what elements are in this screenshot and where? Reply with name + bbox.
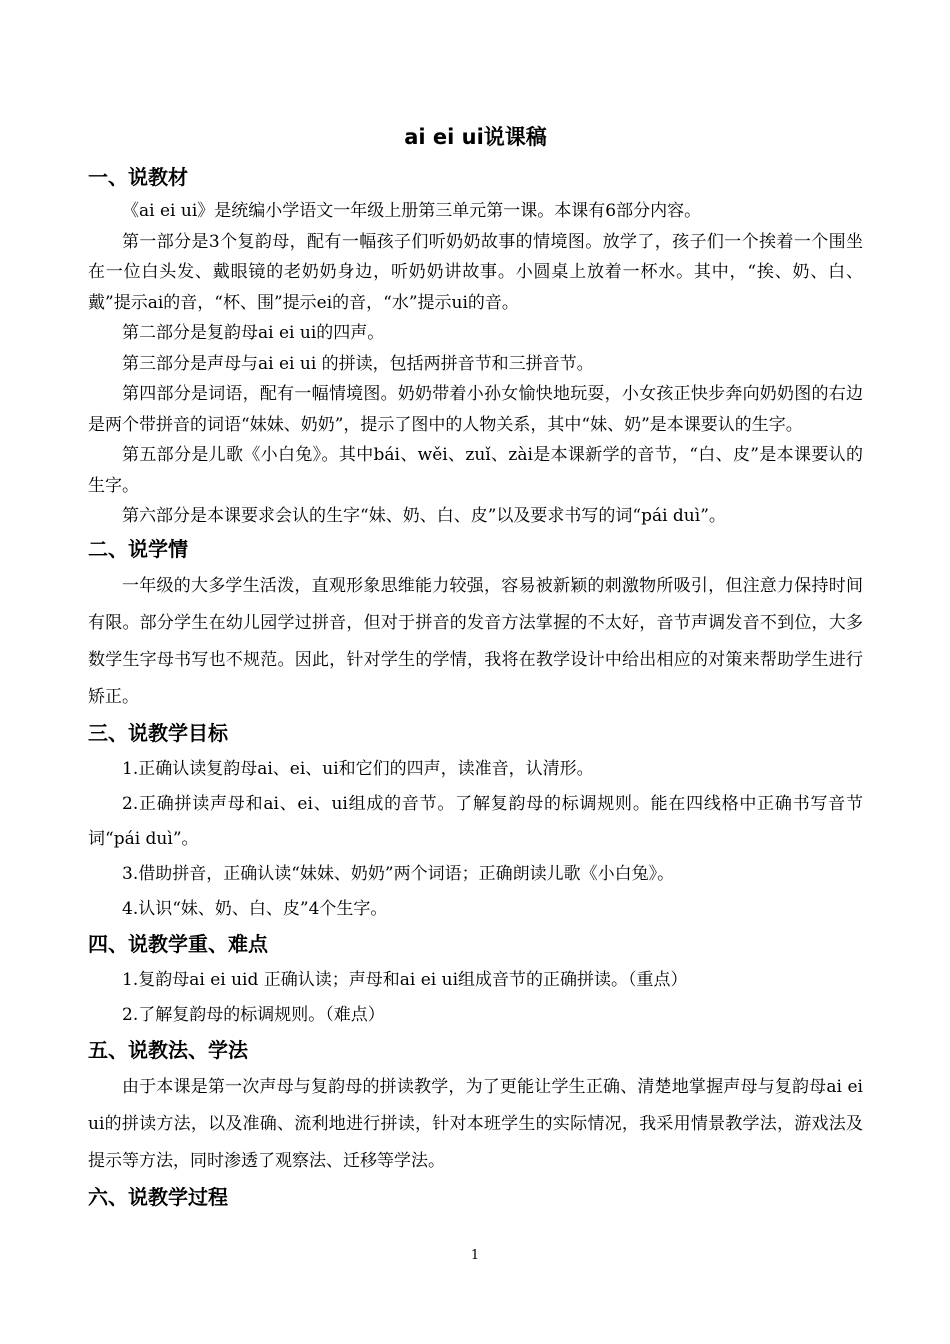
document-title: ai ei ui说课稿 xyxy=(404,125,547,149)
section xyxy=(88,534,863,716)
paragraph: 2.了解复韵母的标调规则。（难点） xyxy=(122,1004,385,1025)
paragraph: 第一部分是3个复韵母，配有一幅孩子们听奶奶故事的情境图。放学了，孩子们一个挨着一个围坐在一位白头发、戴眼镜的老奶奶身边，听奶奶讲故事。小圆桌上放着一杯水。其中，“挨、奶、白、戴”提示ai的音，“杯、围”提示ei的音，“水”提示ui的音。 xyxy=(88,231,863,313)
paragraph: 3.借助拼音，正确认读“妹妹、奶奶”两个词语；正确朗读儿歌《小白兔》。 xyxy=(122,863,675,884)
paragraph: 第五部分是儿歌《小白兔》。其中bái、wěi、zuǐ、zài是本课新学的音节，“白、皮”是本课要认的生字。 xyxy=(88,445,863,496)
paragraph: 第六部分是本课要求会认的生字“妹、奶、白、皮”以及要求书写的词“pái duì”。 xyxy=(122,506,726,526)
paragraph: 第二部分是复韵母ai ei ui的四声。 xyxy=(122,323,385,343)
section xyxy=(88,1182,863,1212)
section xyxy=(88,1035,863,1180)
paragraph: 4.认识“妹、奶、白、皮”4个生字。 xyxy=(122,898,388,919)
section-heading: 一、说教材 xyxy=(88,165,188,189)
section xyxy=(88,929,863,1033)
page-number: 1 xyxy=(470,1248,480,1263)
paragraph: 《ai ei ui》是统编小学语文一年级上册第三单元第一课。本课有6部分内容。 xyxy=(122,201,702,221)
paragraph: 1.复韵母ai ei uid 正确认读；声母和ai ei ui组成音节的正确拼读。（重点） xyxy=(122,969,688,990)
document-page xyxy=(88,122,863,1216)
paragraph: 由于本课是第一次声母与复韵母的拼读教学，为了更能让学生正确、清楚地掌握声母与复韵母ai ei ui的拼读方法，以及准确、流利地进行拼读，针对本班学生的实际情况，我采用情景教学法，游戏法及提示等方法，同时渗透了观察法、迁移等学法。 xyxy=(88,1076,863,1171)
paragraph: 2.正确拼读声母和ai、ei、ui组成的音节。了解复韵母的标调规则。能在四线格中正确书写音节词“pái duì”。 xyxy=(88,793,863,849)
section xyxy=(88,718,863,927)
paragraph: 第三部分是声母与ai ei ui 的拼读，包括两拼音节和三拼音节。 xyxy=(122,353,594,374)
paragraph: 第四部分是词语，配有一幅情境图。奶奶带着小孙女愉快地玩耍，小女孩正快步奔向奶奶图的右边是两个带拼音的词语“妹妹、奶奶”，提示了图中的人物关系，其中“妹、奶”是本课要认的生字。 xyxy=(88,384,863,435)
section-heading: 二、说学情 xyxy=(88,536,188,561)
section-heading: 五、说教法、学法 xyxy=(88,1037,248,1062)
section-heading: 六、说教学过程 xyxy=(88,1184,228,1209)
section-heading: 三、说教学目标 xyxy=(88,720,228,745)
section-heading: 四、说教学重、难点 xyxy=(88,931,268,956)
paragraph: 1.正确认读复韵母ai、ei、ui和它们的四声，读准音，认清形。 xyxy=(122,758,594,779)
section xyxy=(88,162,863,532)
paragraph: 一年级的大多学生活泼，直观形象思维能力较强，容易被新颖的刺激物所吸引，但注意力保持时间有限。部分学生在幼儿园学过拼音，但对于拼音的发音方法掌握的不太好，音节声调发音不到位，大多数学生字母书写也不规范。因此，针对学生的学情，我将在教学设计中给出相应的对策来帮助学生进行矫正。 xyxy=(88,575,863,707)
